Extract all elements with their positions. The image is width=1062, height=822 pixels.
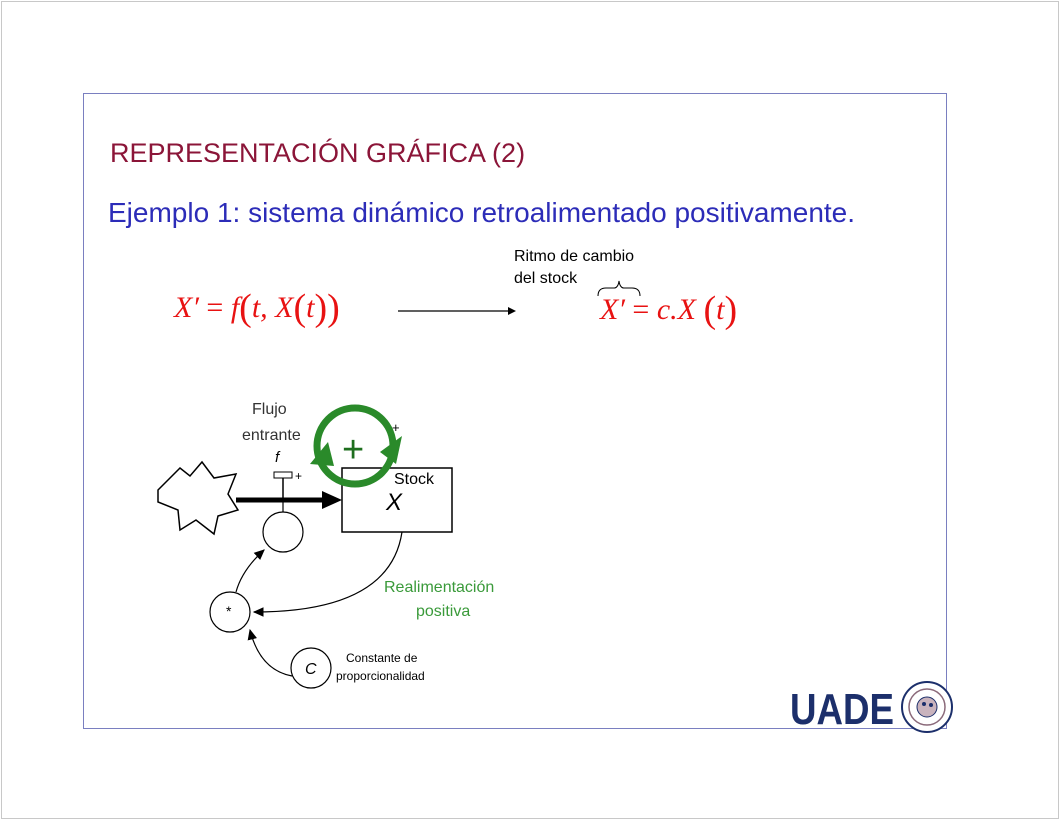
specific-equation: X′ = c.X (t) bbox=[600, 289, 738, 331]
eq1-x: X bbox=[275, 291, 294, 324]
eq2-t: t bbox=[716, 293, 725, 326]
valve-icon bbox=[274, 472, 292, 478]
eq2-x: X bbox=[677, 293, 696, 326]
slide-title: REPRESENTACIÓN GRÁFICA (2) bbox=[110, 138, 526, 168]
note-line-2: del stock bbox=[514, 270, 578, 287]
eq2-equals: = bbox=[632, 293, 650, 326]
note-line-1: Ritmo de cambio bbox=[514, 248, 635, 265]
eq1-t: t, bbox=[251, 291, 268, 324]
stock-flow-diagram bbox=[150, 390, 530, 700]
eq1-f: f bbox=[230, 291, 240, 324]
uade-logo bbox=[788, 674, 954, 738]
flow-rate-circle bbox=[263, 512, 303, 552]
flow-symbol: f bbox=[275, 449, 280, 466]
transform-arrow-icon bbox=[398, 305, 518, 317]
logo-text: UADE bbox=[790, 685, 894, 734]
eq2-c: c. bbox=[656, 293, 678, 326]
feedback-label-1: Realimentación bbox=[384, 579, 495, 596]
cloud-source-icon bbox=[158, 462, 238, 534]
valve-plus-small: + bbox=[295, 469, 303, 483]
stock-label: Stock bbox=[394, 471, 435, 488]
eq2-lhs: X′ bbox=[600, 293, 625, 326]
slide-subtitle: Ejemplo 1: sistema dinámico retroalimentado positivamente. bbox=[108, 197, 856, 228]
flow-label-2: entrante bbox=[242, 427, 301, 444]
constant-label-2: proporcionalidad bbox=[336, 669, 425, 683]
loop-sign: + bbox=[342, 429, 365, 471]
constant-symbol: C bbox=[305, 661, 317, 678]
flow-label-1: Flujo bbox=[252, 401, 287, 418]
eq1-t2: t bbox=[306, 291, 315, 324]
constant-label-1: Constante de bbox=[346, 651, 418, 665]
stock-symbol: X bbox=[386, 489, 403, 516]
inflow-arrowhead-icon bbox=[322, 491, 342, 509]
eq1-equals: = bbox=[206, 291, 224, 324]
loop-plus-small: + bbox=[392, 420, 400, 435]
general-equation: X′ = f(t, X(t)) bbox=[174, 287, 340, 329]
multiplier-symbol: * bbox=[226, 603, 232, 619]
feedback-label-2: positiva bbox=[416, 603, 471, 620]
eq1-lhs: X′ bbox=[174, 291, 199, 324]
